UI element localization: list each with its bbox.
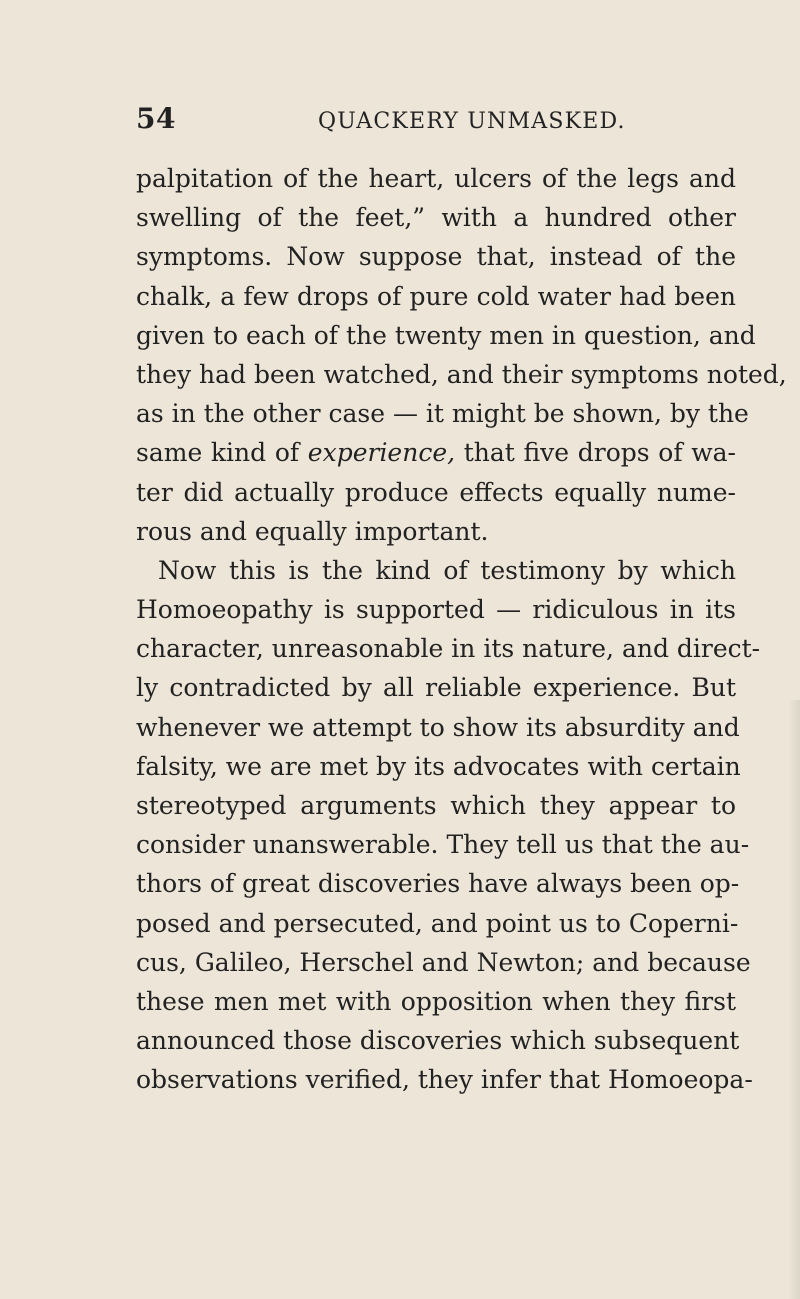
text-line: Now this is the kind of testimony by which bbox=[158, 555, 736, 585]
page-header bbox=[136, 99, 736, 139]
text-line: ter did actually produce effects equally nume- bbox=[136, 477, 736, 507]
text-line: symptoms. Now suppose that, instead of the bbox=[136, 242, 736, 272]
text-segment: that five drops of wa- bbox=[455, 438, 736, 468]
text-line: Homoeopathy is supported — ridiculous in its bbox=[136, 595, 736, 625]
text-line bbox=[136, 433, 736, 472]
text-line: these men met with opposition when they first bbox=[136, 986, 736, 1016]
text-line: chalk, a few drops of pure cold water had been bbox=[136, 281, 736, 311]
text-line: rous and equally important. bbox=[136, 516, 489, 546]
text-line: given to each of the twenty men in question, and bbox=[136, 320, 756, 350]
text-line: stereotyped arguments which they appear to bbox=[136, 791, 736, 820]
text-line: posed and persecuted, and point us to Coperni- bbox=[136, 908, 739, 938]
text-line: falsity, we are met by its advocates with certain bbox=[136, 751, 741, 781]
text-line: as in the other case — it might be shown, by the bbox=[136, 399, 749, 429]
running-title: QUACKERY UNMASKED. bbox=[318, 109, 626, 134]
text-line: observations verified, they infer that Homoeopa- bbox=[136, 1065, 753, 1095]
page-number: 54 bbox=[136, 102, 176, 135]
text-line: character, unreasonable in its nature, and direct- bbox=[136, 634, 761, 664]
text-line: swelling of the feet,” with a hundred other bbox=[136, 203, 736, 233]
emphasis-text: experience, bbox=[307, 438, 456, 468]
page-edge-shadow bbox=[788, 700, 800, 1299]
text-line: cus, Galileo, Herschel and Newton; and because bbox=[136, 947, 751, 977]
text-line: whenever we attempt to show its absurdity and bbox=[136, 712, 740, 742]
text-line: consider unanswerable. They tell us that the au- bbox=[136, 830, 750, 860]
text-line: palpitation of the heart, ulcers of the legs and bbox=[136, 164, 736, 193]
text-line: thors of great discoveries have always been op- bbox=[136, 869, 740, 899]
text-line: ly contradicted by all reliable experience. But bbox=[136, 673, 736, 703]
text-line: announced those discoveries which subsequent bbox=[136, 1026, 740, 1056]
body-text bbox=[136, 159, 787, 1100]
text-segment: same kind of bbox=[136, 438, 308, 468]
text-line: they had been watched, and their symptoms noted, bbox=[136, 359, 787, 389]
